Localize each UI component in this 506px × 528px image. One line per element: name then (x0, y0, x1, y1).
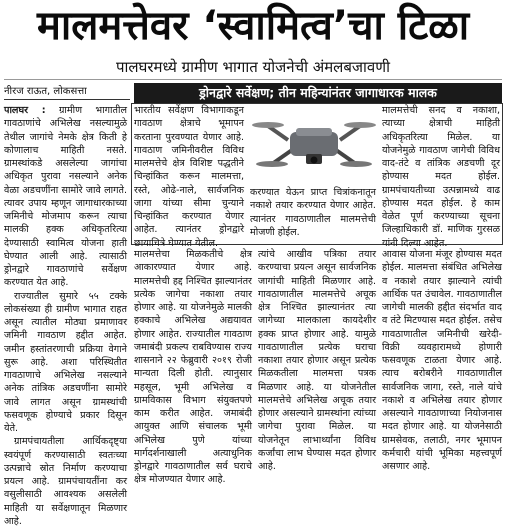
paragraph: मालमत्तेचा मिळकतीचे क्षेत्र आकारण्यात येणार आहे. मालमत्तेची हद्द निश्चित झाल्यानंतर प्रत्येक जागेचा नकाशा तयार होणार आहे. या योजनेमुळे मालकी हक्काचे अभिलेख अद्ययावत होणार आहेत. राज्यातील गावठाण जमाबंदी प्रकल्प राबविण्यास राज्य शासनाने २२ फेब्रुवारी २०१९ रोजी मान्यता दिली होती. त्यानुसार महसूल, भूमी अभिलेख व ग्रामविकास विभाग संयुक्तपणे काम करीत आहेत. जमाबंदी आयुक्त आणि संचालक भूमी अभिलेख पुणे यांच्या मार्गदर्शनाखाली अत्याधुनिक ड्रोनद्वारे गावठाणातील सर्व घराचे क्षेत्र मोजण्यात येणार आहे. (134, 249, 252, 486)
dateline: पालघर : (4, 105, 46, 116)
subheadline: पालघरमध्ये ग्रामीण भागात योजनेची अंमलबजावणी (115, 58, 390, 76)
paragraph: राज्यातील सुमारे ५५ टक्के लोकसंख्या ही ग्रामीण भागात राहत असून त्यातील मोठ्या प्रमाणावर जमिनी गावठाण हद्दीत आहेत. जमीन हस्तांतरणाची प्रक्रिया वेगाने सुरू आहे. अशा परिस्थितीत गावठाणाचे अभिलेख नसल्याने अनेक तांत्रिक अडचणींना सामोरे जावे लागत असून ग्रामस्थांची फसवणूक होण्याचे प्रकार दिसून येते. (4, 290, 127, 434)
byline: नीरज राऊत, लोकसत्ता (4, 85, 130, 100)
inset-right-text: मालमत्तेची सनद व नकाशा, त्याच्या क्षेत्राची माहिती अधिकृतरित्या मिळेल. या योजनेमुळे गावठाण जागेची विविध वाद-तंटे व तांत्रिक अडचणी दूर होण्यास मदत होईल. ग्रामपंचायतीच्या उत्पन्नामध्ये वाढ होण्यास मदत होईल. हे काम वेळेत पूर्ण करण्याच्या सूचना जिल्हाधिकारी डॉ. माणिक गुरसळ यांनी दिल्या आहेत. (382, 105, 500, 249)
article-column-3 (258, 248, 376, 472)
section-banner: ड्रोनद्वारे सर्वेक्षण; तीन महिन्यांनंतर जागाधारक मालक (134, 83, 502, 103)
divider (4, 79, 502, 80)
article-column-1 (4, 104, 127, 527)
paragraph: ग्रामपंचायतीला आर्थिकदृष्ट्या स्वयंपूर्ण करण्यासाठी स्वतःच्या उत्पन्नाचे स्रोत निर्माण करण्याचा प्रयत्न आहे. ग्रामपंचायतींना कर वसुलीसाठी आवश्यक असलेली माहिती या सर्वेक्षणातून मिळणार आहे. (4, 436, 127, 527)
inset-left-text: भारतीय सर्वेक्षण विभागाकडून गावठाण क्षेत्राचे भूमापन करताना पुरवण्यात येणार आहे. गावठाण जमिनीवरील विविध मालमत्तेचे क्षेत्र विशिष्ट पद्धतीने चिन्हांकित करून मालमत्ता, रस्ते, ओढे-नाले, सार्वजनिक जागा यांच्या सीमा चुन्याने चिन्हांकित करण्यात येणार आहेत. त्यानंतर ड्रोनद्वारे छायाचित्रे घेण्यात येतील. (134, 105, 244, 249)
drone-icon (250, 104, 378, 184)
lead-paragraph (4, 104, 127, 290)
article-column-2 (134, 248, 252, 486)
paragraph: आवास योजना मंजूर होण्यास मदत होईल. मालमत्ता संबंधित अभिलेख व नकाशे तयार झाल्याने त्यांची आर्थिक पत उंचावेल. गावठाणातील जागेची मालकी हद्दीत संदर्भात वाद व तंटे मिटण्यास मदत होईल. तसेच गावठाणातील जमिनीची खरेदी-विक्री व्यवहारामध्ये होणारी फसवणूक टाळता येणार आहे. त्याच बरोबरीने गावठाणातील सार्वजनिक जागा, रस्ते, नाले यांचे नकाशे व अभिलेख तयार होणार असल्याने गावठाणाच्या नियोजनास मदत होणार आहे. या योजनेसाठी ग्रामसेवक, तलाठी, नगर भूमापन कर्मचारी यांची भूमिका महत्त्वपूर्ण असणार आहे. (382, 249, 502, 472)
article-column-4 (382, 248, 502, 472)
paragraph: त्यांचे आखीव पत्रिका तयार करण्याचा प्रयत्न असून सार्वजनिक जागांची माहिती मिळणार आहे. गावठाणातील मालमत्तेचे अचूक क्षेत्र निश्चित झाल्यानंतर त्या जागेच्या मालकाला कायदेशीर हक्क प्राप्त होणार आहे. यामुळे गावठाणातील प्रत्येक घराचा नकाशा तयार होणार असून प्रत्येक मिळकतीला मालमत्ता पत्रक मिळणार आहे. या योजनेतील मालमत्तेचे अभिलेख अचूक तयार होणार असल्याने ग्रामस्थांना त्यांच्या जागेचा पुरावा मिळेल. या योजनेतून लाभार्थ्यांना विविध कर्जांचा लाभ घेण्यास मदत होणार आहे. (258, 249, 376, 472)
photo-caption: करण्यात येऊन प्राप्त चित्रांकनातून नकाशे तयार करण्यात येणार आहेत. त्यानंतर गावठाणातील मालमत्तेची मोजणी होईल. (250, 187, 376, 238)
paragraph-text: ग्रामीण भागातील गावठाणांचे अभिलेख नसल्यामुळे तेथील जागांचे नेमके क्षेत्र किती हे कोणालाच माहिती नसते. ग्रामस्थांकडे असलेल्या जागांचा अधिकृत पुरावा नसल्याने अनेक वेळा अडचणींना सामोरे जावे लागते. त्यावर उपाय म्हणून जागाधारकाच्या जमिनीचे मोजमाप करून त्याचा मालकी हक्क अधिकृतरित्या देण्यासाठी स्वामित्व योजना हाती घेण्यात आली आहे. त्यासाठी ड्रोनद्वारे गावठाणांचे सर्वेक्षण करण्यात येत आहे. (4, 105, 127, 289)
headline: मालमत्तेवर ‘स्वामित्व’चा टिळा (36, 3, 470, 49)
